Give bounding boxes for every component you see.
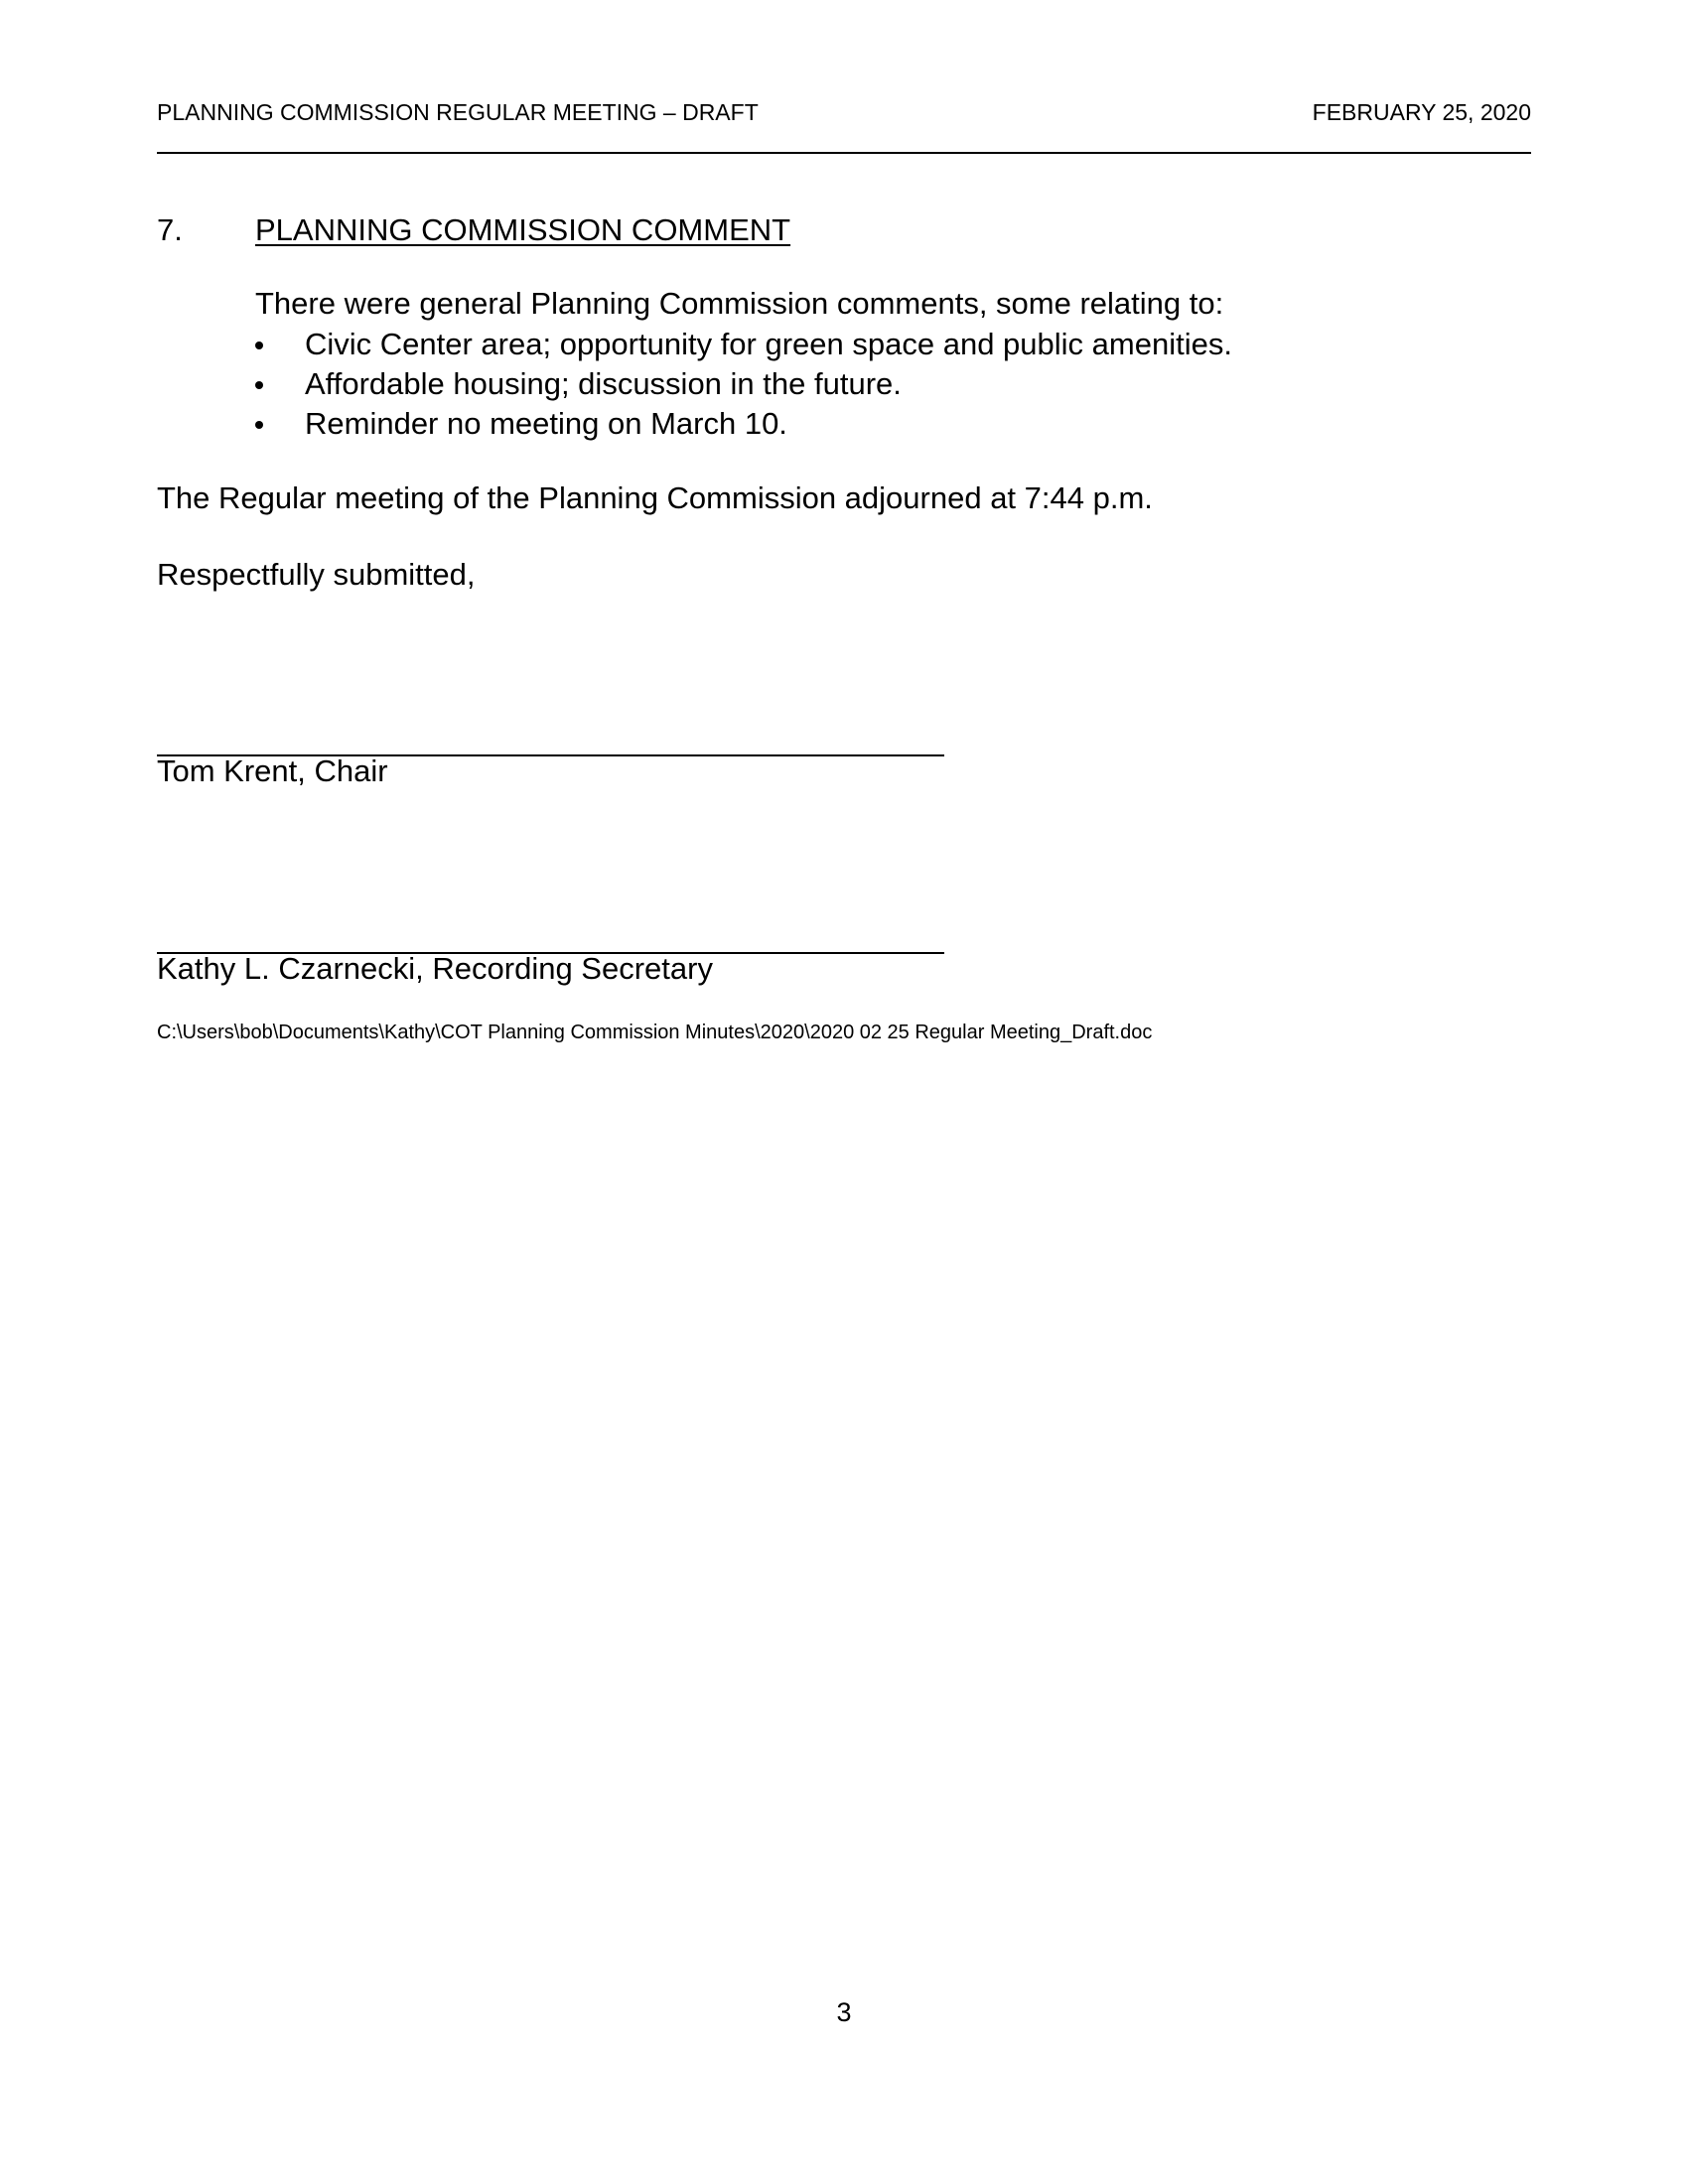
closing-salutation: Respectfully submitted, — [157, 557, 476, 592]
list-item-text: Civic Center area; opportunity for green space and public amenities. — [305, 327, 1232, 361]
bullet-icon — [255, 381, 263, 389]
section-number: 7. — [157, 212, 183, 247]
section-heading: PLANNING COMMISSION COMMENT — [255, 212, 791, 247]
list-item-text: Reminder no meeting on March 10. — [305, 406, 787, 441]
list-item — [255, 404, 1232, 444]
header-title: PLANNING COMMISSION REGULAR MEETING – DRAFT — [157, 99, 759, 125]
list-item — [255, 364, 1232, 404]
bullet-icon — [255, 421, 263, 429]
list-item-text: Affordable housing; discussion in the future. — [305, 366, 902, 401]
bullet-icon — [255, 341, 263, 349]
signatory-chair: Tom Krent, Chair — [157, 753, 388, 788]
page-number: 3 — [836, 1997, 852, 2027]
page-header — [157, 96, 1531, 154]
adjournment-statement: The Regular meeting of the Planning Commission adjourned at 7:44 p.m. — [157, 480, 1153, 515]
signatory-secretary: Kathy L. Czarnecki, Recording Secretary — [157, 951, 713, 986]
list-item — [255, 325, 1232, 364]
file-path-footer: C:\Users\bob\Documents\Kathy\COT Planning Commission Minutes\2020\2020 02 25 Regular Meeting_Draft.doc — [157, 1022, 1153, 1043]
comment-list — [255, 325, 1232, 444]
header-date: FEBRUARY 25, 2020 — [1312, 99, 1531, 125]
section-intro: There were general Planning Commission comments, some relating to: — [255, 286, 1224, 321]
